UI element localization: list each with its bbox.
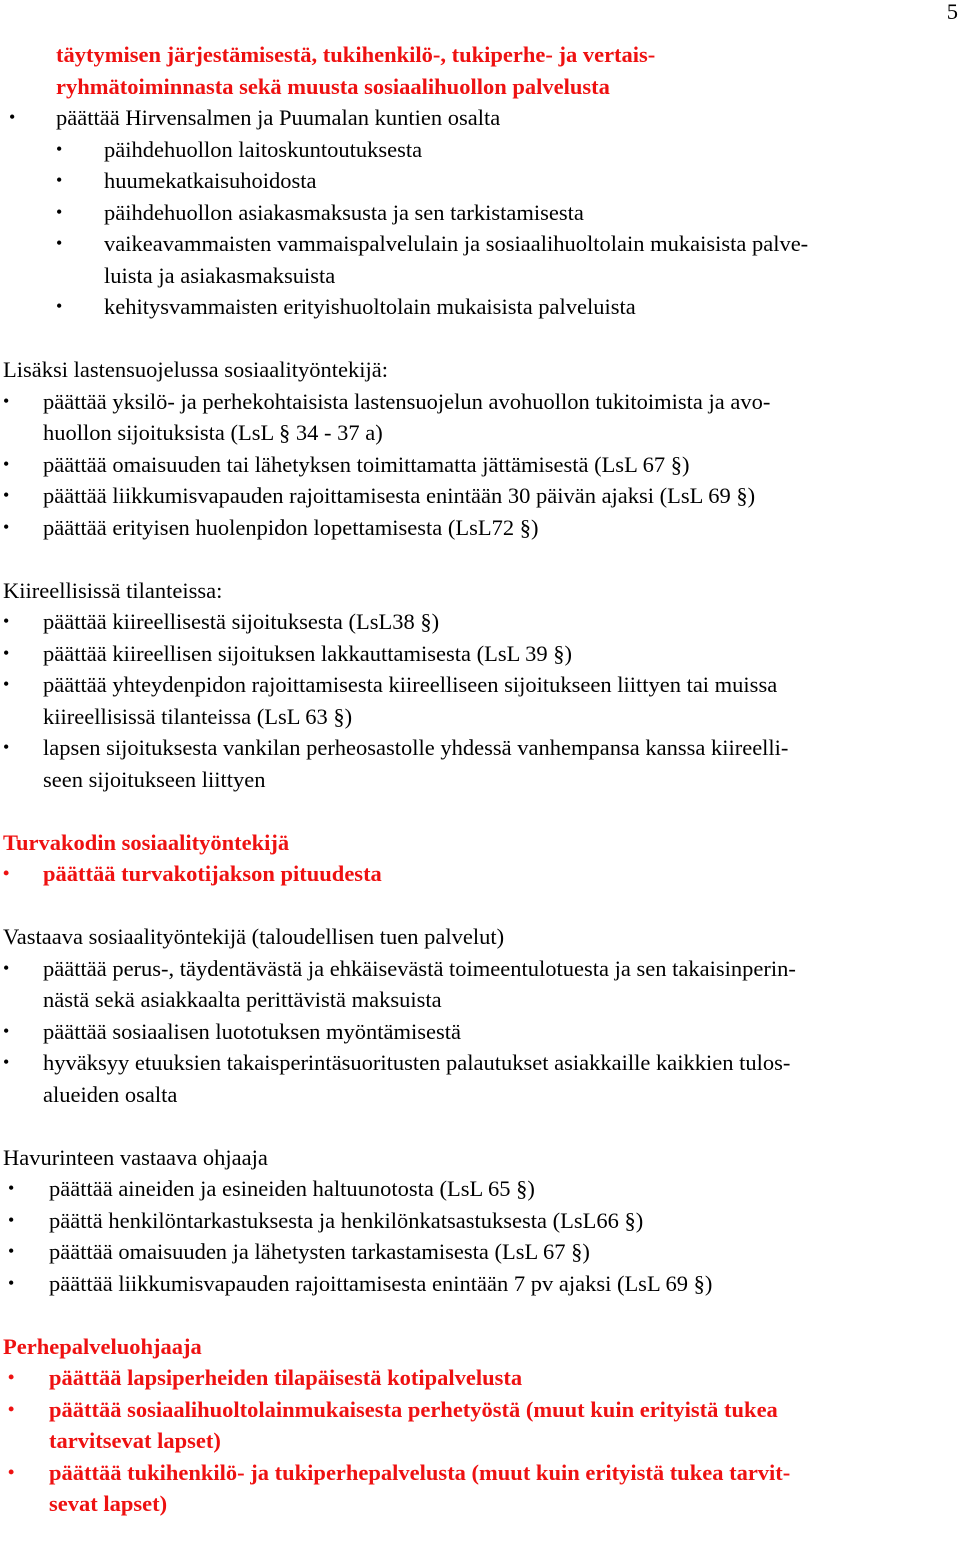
bullet-icon: •: [3, 516, 10, 537]
section-list: [3, 1173, 953, 1299]
list-item-text: päättää liikkumisvapauden rajoittamisesta enintään 7 pv ajaksi (LsL 69 §): [49, 1270, 713, 1296]
list-item-text: alueiden osalta: [43, 1081, 178, 1107]
list-item-text: kiireellisissä tilanteissa (LsL 63 §): [43, 703, 353, 729]
list-item: [3, 1016, 953, 1048]
list-item-text: luista ja asiakasmaksuista: [104, 262, 336, 288]
section-heading: Vastaava sosiaalityöntekijä (taloudellisen tuen palvelut): [3, 924, 505, 949]
bullet-icon: •: [3, 453, 10, 474]
bullet-icon: •: [3, 485, 10, 505]
list-item-text: päättää aineiden ja esineiden haltuunotosta (LsL 65 §): [49, 1176, 535, 1201]
list-item-text: huumekatkaisuhoidosta: [104, 168, 317, 193]
list-item-text: päättää perus-, täydentävästä ja ehkäisevästä toimeentulotuesta ja sen takaisinperin-: [43, 955, 796, 981]
bullet-icon: •: [56, 296, 63, 316]
section-urgent-situations: [3, 575, 953, 796]
list-item-text: päättää turvakotijakson pituudesta: [43, 861, 382, 886]
list-item-text: kehitysvammaisten erityishuoltolain mukaisista palveluista: [104, 294, 636, 319]
list-item-text: seen sijoitukseen liittyen: [43, 766, 266, 792]
section-list: [3, 606, 953, 795]
list-item: [3, 449, 953, 481]
list-item: [3, 1362, 953, 1394]
bullet-icon: •: [3, 611, 10, 631]
list-item: [3, 134, 953, 166]
list-item-text: päihdehuollon laitoskuntoutuksesta: [104, 136, 423, 162]
list-item: [3, 197, 953, 229]
bullet-icon: •: [3, 1052, 10, 1072]
list-item-text: päättää omaisuuden ja lähetysten tarkastamisesta (LsL 67 §): [49, 1239, 590, 1264]
section-list: [3, 1362, 953, 1520]
list-item: [3, 512, 953, 544]
bullet-icon: •: [3, 737, 10, 757]
section-heading: Perhepalveluohjaaja: [3, 1333, 202, 1359]
bullet-icon: •: [8, 1398, 15, 1419]
list-item-text: nästä sekä asiakkaalta perittävistä maksuista: [43, 987, 442, 1012]
intro-line: täytymisen järjestämisestä, tukihenkilö-, tukiperhe- ja vertais-: [56, 42, 656, 67]
list-item-text: päättää liikkumisvapauden rajoittamisesta enintään 30 päivän ajaksi (LsL 69 §): [43, 483, 756, 508]
list-item-text: päättää lapsiperheiden tilapäisestä kotipalvelusta: [49, 1365, 523, 1390]
section-list: [3, 858, 953, 890]
bullet-icon: •: [8, 1461, 15, 1482]
list-item-text: päättää kiireellisestä sijoituksesta (LsL38 §): [43, 609, 440, 634]
bullet-icon: •: [8, 1272, 15, 1293]
list-item-text: sevat lapset): [49, 1491, 168, 1516]
list-item-text: päättää tukihenkilö- ja tukiperhepalvelusta (muut kuin erityistä tukea tarvit-: [49, 1459, 791, 1485]
bullet-icon: •: [3, 390, 10, 411]
list-item: [3, 1236, 953, 1268]
list-item: [3, 1394, 953, 1457]
bullet-icon: •: [8, 1178, 15, 1198]
list-item: [3, 1457, 953, 1520]
list-item-text: tarvitsevat lapset): [49, 1428, 221, 1453]
list-item: [3, 1268, 953, 1300]
bullet-icon: •: [8, 1241, 15, 1261]
intro-paragraph: [3, 39, 953, 102]
list-item-text: päättää yhteydenpidon rajoittamisesta kiireelliseen sijoitukseen liittyen tai muissa: [43, 672, 778, 697]
bullet-icon: •: [3, 674, 10, 694]
list-item-text: huollon sijoituksista (LsL § 34 - 37 a): [43, 420, 383, 445]
list-item-text: päättää omaisuuden tai lähetyksen toimittamatta jättämisestä (LsL 67 §): [43, 451, 690, 477]
list-item: [3, 1205, 953, 1237]
list-item-text: päättää sosiaalisen luototuksen myöntämisestä: [43, 1018, 462, 1044]
list-item-text: päättää Hirvensalmen ja Puumalan kuntien osalta: [56, 105, 501, 130]
section-havurinne: [3, 1142, 953, 1300]
page-number: 5: [946, 0, 958, 24]
bullet-icon: •: [56, 138, 63, 159]
list-item: [3, 228, 953, 291]
bullet-icon: •: [9, 107, 16, 127]
list-item: [3, 669, 953, 732]
section-family-services: [3, 1331, 953, 1520]
section-heading: Kiireellisissä tilanteissa:: [3, 577, 223, 603]
bullet-icon: •: [56, 201, 63, 222]
list-item-text: vaikeavammaisten vammaispalvelulain ja sosiaalihuoltolain mukaisista palve-: [104, 231, 809, 256]
section-list: [3, 953, 953, 1111]
bullet-icon: •: [3, 1020, 10, 1041]
section-heading: Lisäksi lastensuojelussa sosiaalityöntekijä:: [3, 357, 388, 382]
section-shelter: [3, 827, 953, 890]
document-body: [3, 39, 953, 1520]
list-item: [3, 606, 953, 638]
list-item-text: päättää erityisen huolenpidon lopettamisesta (LsL72 §): [43, 514, 539, 540]
list-item: [3, 291, 953, 323]
section-heading: Turvakodin sosiaalityöntekijä: [3, 829, 290, 855]
section-heading: Havurinteen vastaava ohjaaja: [3, 1144, 268, 1170]
list-item-text: lapsen sijoituksesta vankilan perheosastolle yhdessä vanhempansa kanssa kiireelli-: [43, 735, 789, 760]
list-item-text: päihdehuollon asiakasmaksusta ja sen tarkistamisesta: [104, 199, 584, 225]
intro-line: ryhmätoiminnasta sekä muusta sosiaalihuollon palvelusta: [56, 73, 610, 99]
section-list: [3, 386, 953, 544]
list-item: [3, 1047, 953, 1110]
list-item-text: päättä henkilöntarkastuksesta ja henkilönkatsastuksesta (LsL66 §): [49, 1207, 644, 1233]
list-item: [3, 165, 953, 197]
list-item-text: päättää kiireellisen sijoituksen lakkauttamisesta (LsL 39 §): [43, 640, 573, 666]
bullet-icon: •: [3, 957, 10, 978]
list-item-text: hyväksyy etuuksien takaisperintäsuoritusten palautukset asiakkaille kaikkien tulos-: [43, 1050, 791, 1075]
bullet-icon: •: [3, 642, 10, 663]
list-item: [3, 732, 953, 795]
list-item-text: päättää yksilö- ja perhekohtaisista lastensuojelun avohuollon tukitoimista ja avo-: [43, 388, 771, 414]
list-item: [3, 953, 953, 1016]
list-item: [3, 386, 953, 449]
municipality-list: [3, 102, 953, 323]
list-item: [3, 638, 953, 670]
bullet-icon: •: [8, 1367, 15, 1387]
bullet-icon: •: [3, 863, 10, 883]
list-item: [3, 480, 953, 512]
bullet-icon: •: [56, 233, 63, 253]
list-item: [3, 102, 953, 134]
list-item: [3, 858, 953, 890]
bullet-icon: •: [56, 170, 63, 190]
section-financial-support: [3, 921, 953, 1110]
list-item: [3, 1173, 953, 1205]
section-child-protection: [3, 354, 953, 543]
list-item-text: päättää sosiaalihuoltolainmukaisesta perhetyöstä (muut kuin erityistä tukea: [49, 1396, 778, 1422]
bullet-icon: •: [8, 1209, 15, 1230]
